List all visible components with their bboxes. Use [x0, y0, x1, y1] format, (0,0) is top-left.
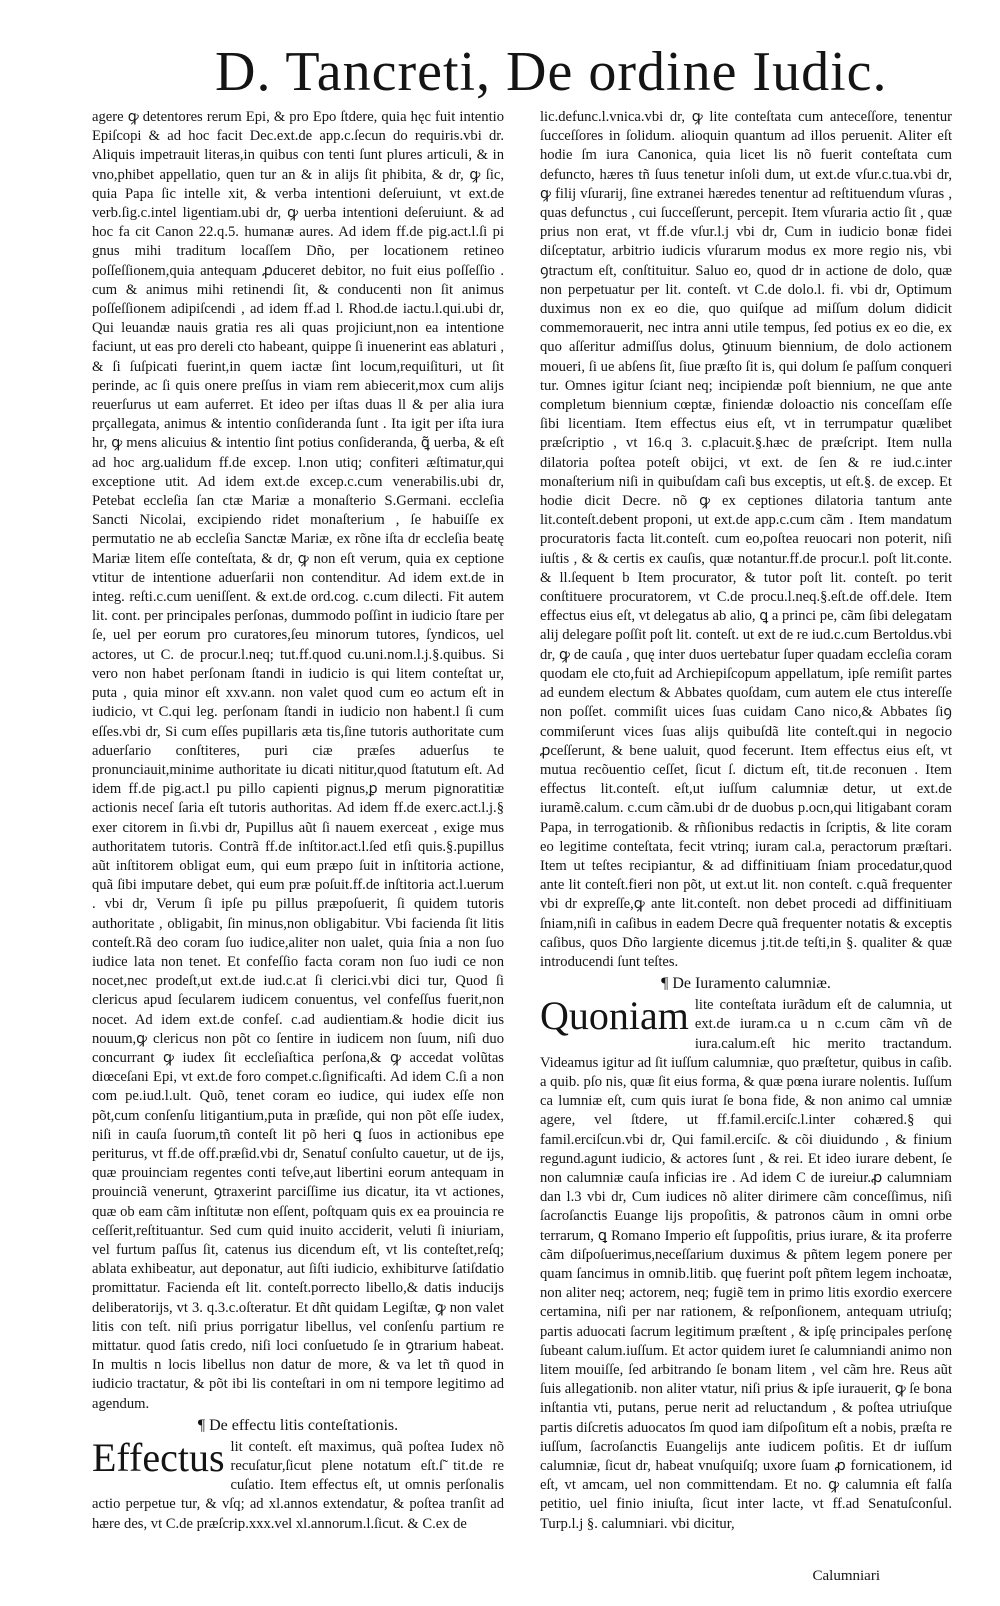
- left-section-title: De effectu litis conteſtationis.: [209, 1416, 399, 1434]
- left-paragraph-1: agere ꝙ detentores rerum Epi, & pro Epo ſtdere, quia hęc fuit intentio Epiſcopi & ad hoc facit Dec.ext.de app.c.ſecun do requiris.vbi dr. Aliquis impetrauit literas,in quibus con tenti ſunt plures articuli, & in vno,phibet appellatio, quen tur an & in alijs ſit phibita, & dr, ꝙ ſic, quia Papa ſic intelle xit, & verba intentioni deſeruiunt, vt ext.de verb.ſig.c.intel ligentiam.ubi dr, ꝙ uerba intentioni deſeruiunt. & ad hoc fa cit Canon 22.q.5. humanæ aures. Ad idem ff.de pig.act.l.ſi pi gnus mihi traditum locaſſem Dño, per locationem retineo poſſeſſionem,quia antequam ꝓduceret debitor, no fuit eius poſſeſſio . cum & animus mihi retinendi ſit, & conducenti non ſit animus poſſeſſionem adipiſcendi , ad idem ff.ad l. Rhod.de iactu.l.qui.ubi dr, Qui leuandæ nauis gratia res ali quas projiciunt,non ea intentione faciunt, ut eas pro dereli cto habeant, quippe ſi inuenerint eas ablaturi , & ſi ſuſpicati fuerint,in quem iactæ ſint locum,requiſituri, ut ſit perinde, ac ſi quis onere preſſus in viam rem abiecerit,mox cum alijs reuerſurus ut eam auferret. Et ideo per iſtas duas ll & per alia iura prçallegata, animus & intentio conſideranda ſunt . Ita igit per iſta iura hr, ꝙ mens alicuius & intentio ſint potius conſideranda, ꝗ̃ uerba, & eſt ad hoc arg.ualidum ff.de excep. l.non utiq; confiteri æſtimatur,qui exceptione utit. Ad idem ext.de excep.c.cum venerabilis.ubi dr, Petebat eccleſia ſan ctæ Mariæ a monaſterio S.Germani. eccleſia Sancti Nicolai, excipiendo ridet monaſterium , ſe habuiſſe ex permutatio ne ab eccleſia Sanctæ Mariæ, ex rõne iſta dr eccleſia beatę Mariæ litem eſſe conteſtata, & dr, ꝙ non eſt verum, quia ex ceptione vtitur de intentione aduerſarii non contenditur. Ad idem ext.de in integ. reſti.c.cum ueniſſent. & ext.de ord.cog. c.cum dilecti. Fit autem lit. cont. per principales perſonas, dummodo poſſint in iudicio ſtare per ſe, uel per eorum pro curatores,ſeu minorum tutores, ſyndicos, uel actores, ut C. de procur.l.neq; tut.ff.quod cu.uni.nom.l.j.§.quibus. Si vero non habet perſonam ſtandi in iudicio is qui litem conteſtat ur, puta , quia minor eſt xxv.ann. non valet quod cum eo actum eſt in iudicio, vt C.qui leg. perſonam ſtandi in iudicio non habent.l ſi cum eſſes.vbi dr, Si cum eſſes pupillaris æta tis,ſine tutoris authoritate cum aduerſario conſtiteres, puri ciæ præſes aduerſus te pronunciauit,minime authoritate iu dicati nititur,quod ſtatutum eſt. Ad idem ff.de pig.act.l pu pillo capienti pignus,ꝑ merum pignoratitiæ actionis neceſ ſaria eſt tutoris authoritas. Ad idem ff.de exerc.act.l.j.§ exer citorem in ſi.vbi dr, Pupillus aũt ſi nauem exerceat , exige mus authoritatem tutoris. Contrã ff.de inſtitor.act.l.ſed etſi quis.§.pupillus aũt inſtitorem obligat eum, qui eum præpo ſuit in inſtitoria actione, quã ſibi imputare debet, qui eum præ poſuit.ff.de inſtitoria act.l.uerum . vbi dr, Verum ſi ipſe pu pillus præpoſuerit, ſi quidem tutoris authoritate , obligabit, ſin minus,non obligabitur. Vbi facienda ſit litis conteſt.Rã deo coram ſuo iudice,aliter non ualet, quia ſnia a non ſuo iudice lata non tenet. Et confeſſio facta coram non ſuo iudi ce non nocet,nec prodeſt,ut ext.de iud.c.at ſi clerici.vbi dici tur, Quod ſi clericus apud ſecularem iudicem conuentus, vel confeſſus fuerit,non nocet. Ad idem ext.de confeſ. c.ad audientiam.& hodie dicit ius nouum,ꝙ clericus non põt co ſentire in iudicem non ſuum, niſi duo concurrant ꝙ iudex ſit eccleſiaſtica perſona,& ꝙ accedat volũtas diœceſani Epi, vt ext.de foro compet.c.ſignificaſti. Ad idem C.ſi a non com pe.iud.l.ult. Quõ, tenet coram eo iudice, qui iudex eſſe non põt,cum conſenſu litigantium,puta in præſide, qui non põt eſſe iudex, niſi in cauſa ſuorum,tñ conteſt lit põ heri ꝗ ſuos in actionibus epe periturus, vt ff.de off.præſid.vbi dr, Senatuſ conſulto cauetur, ut de ijs, quæ prouinciam regentes conti teſve,aut libertini eorum antequam in prouinciã venerunt, ꝯtraxerint parciſſime ius dicatur, ita vt actiones, quæ ob eam cãm inſtitutæ non eſſent, poſtquam quis ex ea prouincia re ceſſerit,reſtituantur. Sed cum quid inuito acciderit, veluti ſi iniuriam, vel furtum paſſus ſit, catenus ius dicendum eſt, vt lis conteſtet,reſq; ablata exhibeatur, aut deponatur, aut ſiſti iudicio, exhibiturve ſatiſdatio promittatur. Facienda eſt lit. conteſt.porrecto libello,& datis inducijs deliberatorijs, vt 3. q.3.c.oſteratur. Et dñt quidam Legiſtæ, ꝙ non valet litis con teſt. niſi prius porrigatur libellus, vel conſenſu partium re mittatur. quod ſatis credo, niſi loci conſuetudo ſe in ꝯtrarium habeat. In multis n locis libellus non datur de more, & va let tñ quod in iudicio tractatur, & põt ibi lis conteſtari in om ni tempore legitimo ad agendum.: [92, 109, 504, 1412]
- right-paragraph-1: lic.defunc.l.vnica.vbi dr, ꝙ lite conteſtata cum anteceſſore, tenentur ſucceſſores in ſolidum. alioquin quantum ad illos peruenit. Aliter eſt hodie ſm iura Canonica, quia licet lis nõ fuerit conteſtata cum defuncto, hæres tñ ſuus tenetur inſoli dum, ut ext.de vſur.c.tua.vbi dr, ꝙ filij vſurarij, ſine extranei hæredes tenentur ad reſtituendum vſuras , quas defunctus , cui ſucceſſerunt, percepit. Item vſuraria actio ſit , quæ prius non erat, vt ff.de vſur.l.j vbi dr, Cum in iudicio bonæ fidei diſceptatur, arbitrio iudicis vſurarum modus ex more regio nis, vbi ꝯtractum eſt, conſtituitur. Saluo eo, quod dr in actione de dolo, quæ non perpetuatur per lit. conteſt. vt C.de dolo.l. fi. vbi dr, Optimum duximus non ex eo die, quo quiſque ad miſſum dolum didicit commemorauerit, nec intra anni utile tempus, ſed potius ex eo die, ex quo aſſeritur admiſſus dolus, ꝯtinuum biennium, de dolo actionem moueri, ſi ue abſens ſit, ſiue præſto ſit is, qui dolum ſe paſſum conqueri tur. Omnes igitur ſciant neq; incipiendæ poſt biennium, ne que ante completum biennium cœptæ, finiendæ doloactio nis conceſſam eſſe ſibi licentiam. Item effectus eius eſt, vt in terrumpatur quælibet præſcriptio , vt 16.q 3. c.placuit.§.hæc de præſcript. Item nulla dilatoria poſtea poteſt obijci, vt ext. de ſen & re iud.c.inter monaſterium niſi in quibuſdam caſi bus exceptis, ut eſt.§. de excep. Et hodie dicit Decre. nõ ꝙ ex ceptiones dilatoria tantum ante lit.conteſt.debent proponi, ut ext.de app.c.cum cãm . Item mandatum procuratoris facta lit.conteſt. cum eo,poſtea reuocari non poterit, niſi iuſtis , & & certis ex cauſis, quæ notantur.ff.de procur.l. poſt lit.conte. & ll.ſequent b Item procurator, & tutor poſt lit. conteſt. po terit conſtituere procuratorem, vt C.de procu.l.neq.§.eſt.de off.dele. Item effectus eius eſt, vt delegatus ab alio, ꝗ a princi pe, cãm ſibi delegatam alij delegare poſſit poſt lit. conteſt. ut ext de re iud.c.cum Bertoldus.vbi dr, ꝙ de cauſa , quę inter duos uertebatur ſuper quadam eccleſia coram quodam ele cto,fuit ad Archiepiſcopum appellatum, ipſe remiſit partes ad eundem electum & Abbates quoſdam, cum autem ele ctus intereſſe non poſſet. commiſit uices ſuas cuidam Cano nico,& Abbates ſiꝯ commiſerunt vices ſuas alijs quibuſdã lite conteſt.qui in negocio ꝓceſſerunt, & bene ualuit, quod fecerunt. Item effectus eius eſt, vt mutua recõuentio ceſſet, ſicut ſ. dictum eſt, tit.de reconuen . Item effectus lit.conteſt. eſt,ut iuſſum calumniæ detur, ut ext.de iuramẽ.calum. c.cum cãm.ubi dr de duobus p.ocn,qui litigabant coram Papa, in terrogationib. & rñſionibus redactis in ſcriptis, & lite coram eo legitime conteſtata, fecit vtrinq; iuram cal.a, peractorum præſtari. Item ut teſtes recipiantur, & ad diffinitiuam ſniam procedatur,quod ante lit conteſt.fieri non põt, ut ext.ut lit. non conteſt. c.quã frequenter vbi dr expreſſe,ꝙ ante lit.conteſt. non debet procedi ad diffinitiuam ſniam,niſi in caſibus in eadem Decre quã frequenter notatis & exceptis caſibus, quos Dño largiente dicemus j.tit.de teſti,in §. qualiter & quæ introducendi ſunt teſtes.: [540, 109, 952, 970]
- right-section-heading: [540, 974, 952, 994]
- left-initial-word: Effectus: [92, 1434, 225, 1480]
- pilcrow-icon: ¶: [661, 975, 669, 993]
- left-column: [92, 108, 504, 1534]
- right-section-text: lite conteſtata iurãdum eſt de calumnia, ut ext.de iuram.ca u n c.cum cãm vñ de iura.calum.eſt hic merito tractandum. Videamus igitur ad ſit iuſſum calumniæ, quo præſtetur, quibus in caſib. a quib. pſo nis, quæ ſit eius forma, & quæ pœna iurare nolentis. Iuſſum ca lumniæ eſt, cum quis iurat ſe bona fide, & non animo cal umniæ agere, vel ſtdere, ut ff.famil.erciſc.l.inter cohæred.§ qui famil.erciſcun.vbi dr, Qui famil.erciſc. & cõi diuidundo , & finium regund.agunt iudicio, & actores ſunt , & rei. Et ideo iurare debent, ſe non calumniæ cauſa inficias ire . Ad idem C de iureiur.ꝓ calumniam dan l.3 vbi dr, Cum iudices nõ aliter dirimere cãm conceſſimus, niſi ſacroſanctis Euange lijs propoſitis, & patronos cãum in omni orbe terrarum, ꝗ Romano Imperio eſt ſuppoſitis, prius iurare, & ita proferre cãm diſpoſuerimus,neceſſarium duximus & pñtem legem ponere per quam ſancimus in omnib.litib. quę fuerint poſt pñtem legem inchoatæ, non aliter neq; actorem, neq; fugiẽ tem in primo litis exordio exercere certamina, niſi per nar rationem, & reſponſionem, antequam utriuſq; partis aduocati ſacrum legitimum præſtent , & ipſę principales perſonę ſubeant calum.iuſſum. Et actor quidem iuret ſe calumniandi animo non litem mouiſſe, ſed arbitrando ſe bonam litem , vel cãm hre. Reus aũt ſuis allegationib. non aliter vtatur, niſi prius & ipſe iurauerit, ꝙ ſe bona inſtantia vti, putans, perue nerit ad reluctandum , & poſtea utriuſque partis diſcretis aduocatos ſm quod iam diſpoſitum eſt a nobis, præſta re iuſſum, ſacroſanctis Euangelijs ante iudicem poſitis. Et dr iuſſum calumniæ, ſicut dr, habeat vnuſquiſq; uxore ſuam ꝓ fornicationem, id eſt, vt amcam, uel non committendam. Et no. ꝙ calumnia eſt falſa petitio, uel finio iniuſta, ſicut inter lacte, vt ff.ad Senatuſconſul. Turp.l.j §. calumniari. vbi dicitur,: [540, 997, 952, 1532]
- right-section-title: De Iuramento calumniæ.: [672, 975, 831, 993]
- right-column: [540, 108, 952, 1534]
- right-initial-word: Quoniam: [540, 993, 689, 1039]
- pilcrow-icon: ¶: [197, 1416, 206, 1434]
- running-title: D. Tancreti, De ordine Iudic.: [215, 41, 888, 103]
- catchword: Calumniari: [812, 1568, 880, 1584]
- right-section-body: [540, 993, 952, 1534]
- left-section-text: lit conteſt. eſt maximus, quã poſtea Iudex nõ recuſatur,ſicut plene notatum eſt.ſ̃ tit.de re cuſatio. Item effectus eſt, ut omnis perſonalis actio perpetue tur, & vſq; ad xl.annos extendatur, & poſtea tranſit ad hære des, vt C.de præſcrip.xxx.vel xl.annorum.l.ſicut. & C.ex de: [92, 1438, 504, 1532]
- left-section-heading: [92, 1416, 504, 1436]
- left-section-body: [92, 1434, 504, 1534]
